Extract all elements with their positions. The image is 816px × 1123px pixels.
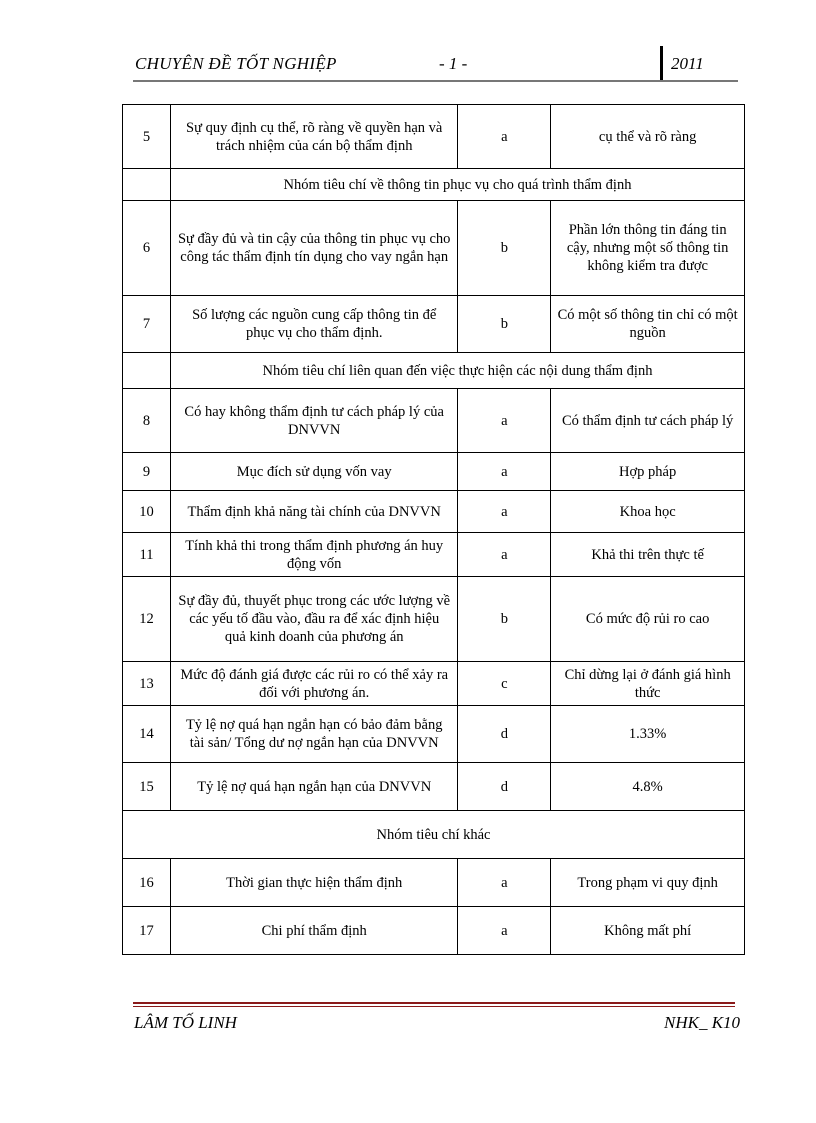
group-title: Nhóm tiêu chí liên quan đến việc thực hiện các nội dung thẩm định	[170, 353, 744, 389]
row-number: 12	[123, 577, 171, 662]
document-title: CHUYÊN ĐỀ TỐT NGHIỆP	[135, 54, 337, 73]
level-value: c	[458, 662, 551, 706]
result-text: 4.8%	[551, 763, 745, 811]
result-text: Có thẩm định tư cách pháp lý	[551, 389, 745, 453]
table-row	[123, 389, 745, 453]
criterion-text: Thẩm định khả năng tài chính của DNVVN	[170, 491, 458, 533]
table-row	[123, 859, 745, 907]
row-number: 7	[123, 296, 171, 353]
criterion-text: Tỷ lệ nợ quá hạn ngắn hạn có bảo đảm bằng tài sản/ Tổng dư nợ ngắn hạn của DNVVN	[170, 706, 458, 763]
footer-class: NHK_ K10	[664, 1013, 741, 1032]
group-title: Nhóm tiêu chí khác	[123, 811, 745, 859]
result-text: cụ thể và rõ ràng	[551, 105, 745, 169]
group-spacer-cell	[123, 169, 171, 201]
table-row	[123, 706, 745, 763]
result-text: Chỉ dừng lại ở đánh giá hình thức	[551, 662, 745, 706]
group-row	[123, 811, 745, 859]
criterion-text: Chi phí thẩm định	[170, 907, 458, 955]
row-number: 8	[123, 389, 171, 453]
row-number: 11	[123, 533, 171, 577]
criterion-text: Sự đầy đủ, thuyết phục trong các ước lượng về các yếu tố đầu vào, đầu ra để xác định hiệu quả kinh doanh của phương án	[170, 577, 458, 662]
criterion-text: Tính khả thi trong thẩm định phương án huy động vốn	[170, 533, 458, 577]
criterion-text: Thời gian thực hiện thẩm định	[170, 859, 458, 907]
table-row	[123, 662, 745, 706]
criterion-text: Mức độ đánh giá được các rủi ro có thể xảy ra đối với phương án.	[170, 662, 458, 706]
table-row	[123, 763, 745, 811]
row-number: 15	[123, 763, 171, 811]
criterion-text: Tỷ lệ nợ quá hạn ngắn hạn của DNVVN	[170, 763, 458, 811]
table-row	[123, 453, 745, 491]
level-value: a	[458, 453, 551, 491]
criteria-table	[122, 104, 745, 955]
result-text: Khả thi trên thực tế	[551, 533, 745, 577]
criterion-text: Sự quy định cụ thể, rõ ràng về quyền hạn và trách nhiệm của cán bộ thẩm định	[170, 105, 458, 169]
footer-rule	[133, 1002, 735, 1004]
level-value: b	[458, 201, 551, 296]
row-number: 16	[123, 859, 171, 907]
table-row	[123, 533, 745, 577]
result-text: Trong phạm vi quy định	[551, 859, 745, 907]
result-text: Khoa học	[551, 491, 745, 533]
criterion-text: Có hay không thẩm định tư cách pháp lý của DNVVN	[170, 389, 458, 453]
footer-rule-thin	[133, 1006, 735, 1007]
level-value: b	[458, 577, 551, 662]
table-row	[123, 577, 745, 662]
level-value: a	[458, 105, 551, 169]
level-value: a	[458, 533, 551, 577]
level-value: a	[458, 389, 551, 453]
header-year: 2011	[671, 54, 704, 73]
row-number: 14	[123, 706, 171, 763]
level-value: d	[458, 763, 551, 811]
criteria-table-body	[123, 105, 745, 955]
page-header	[133, 44, 738, 82]
group-row	[123, 353, 745, 389]
criterion-text: Mục đích sử dụng vốn vay	[170, 453, 458, 491]
table-row	[123, 491, 745, 533]
result-text: Không mất phí	[551, 907, 745, 955]
result-text: Phần lớn thông tin đáng tin cậy, nhưng một số thông tin không kiểm tra được	[551, 201, 745, 296]
result-text: Có mức độ rủi ro cao	[551, 577, 745, 662]
level-value: a	[458, 907, 551, 955]
row-number: 17	[123, 907, 171, 955]
header-rule	[133, 80, 738, 82]
page-number: - 1 -	[439, 54, 468, 73]
row-number: 6	[123, 201, 171, 296]
result-text: Hợp pháp	[551, 453, 745, 491]
header-divider	[660, 46, 663, 80]
row-number: 9	[123, 453, 171, 491]
level-value: a	[458, 859, 551, 907]
table-row	[123, 907, 745, 955]
row-number: 13	[123, 662, 171, 706]
result-text: 1.33%	[551, 706, 745, 763]
criterion-text: Sự đầy đủ và tin cậy của thông tin phục vụ cho công tác thẩm định tín dụng cho vay ngắn hạn	[170, 201, 458, 296]
table-row	[123, 201, 745, 296]
group-row	[123, 169, 745, 201]
table-row	[123, 105, 745, 169]
level-value: b	[458, 296, 551, 353]
group-spacer-cell	[123, 353, 171, 389]
row-number: 10	[123, 491, 171, 533]
row-number: 5	[123, 105, 171, 169]
level-value: a	[458, 491, 551, 533]
result-text: Có một số thông tin chỉ có một nguồn	[551, 296, 745, 353]
criterion-text: Số lượng các nguồn cung cấp thông tin để phục vụ cho thẩm định.	[170, 296, 458, 353]
footer-author: LÂM TỐ LINH	[134, 1013, 237, 1032]
group-title: Nhóm tiêu chí về thông tin phục vụ cho quá trình thẩm định	[170, 169, 744, 201]
level-value: d	[458, 706, 551, 763]
table-row	[123, 296, 745, 353]
